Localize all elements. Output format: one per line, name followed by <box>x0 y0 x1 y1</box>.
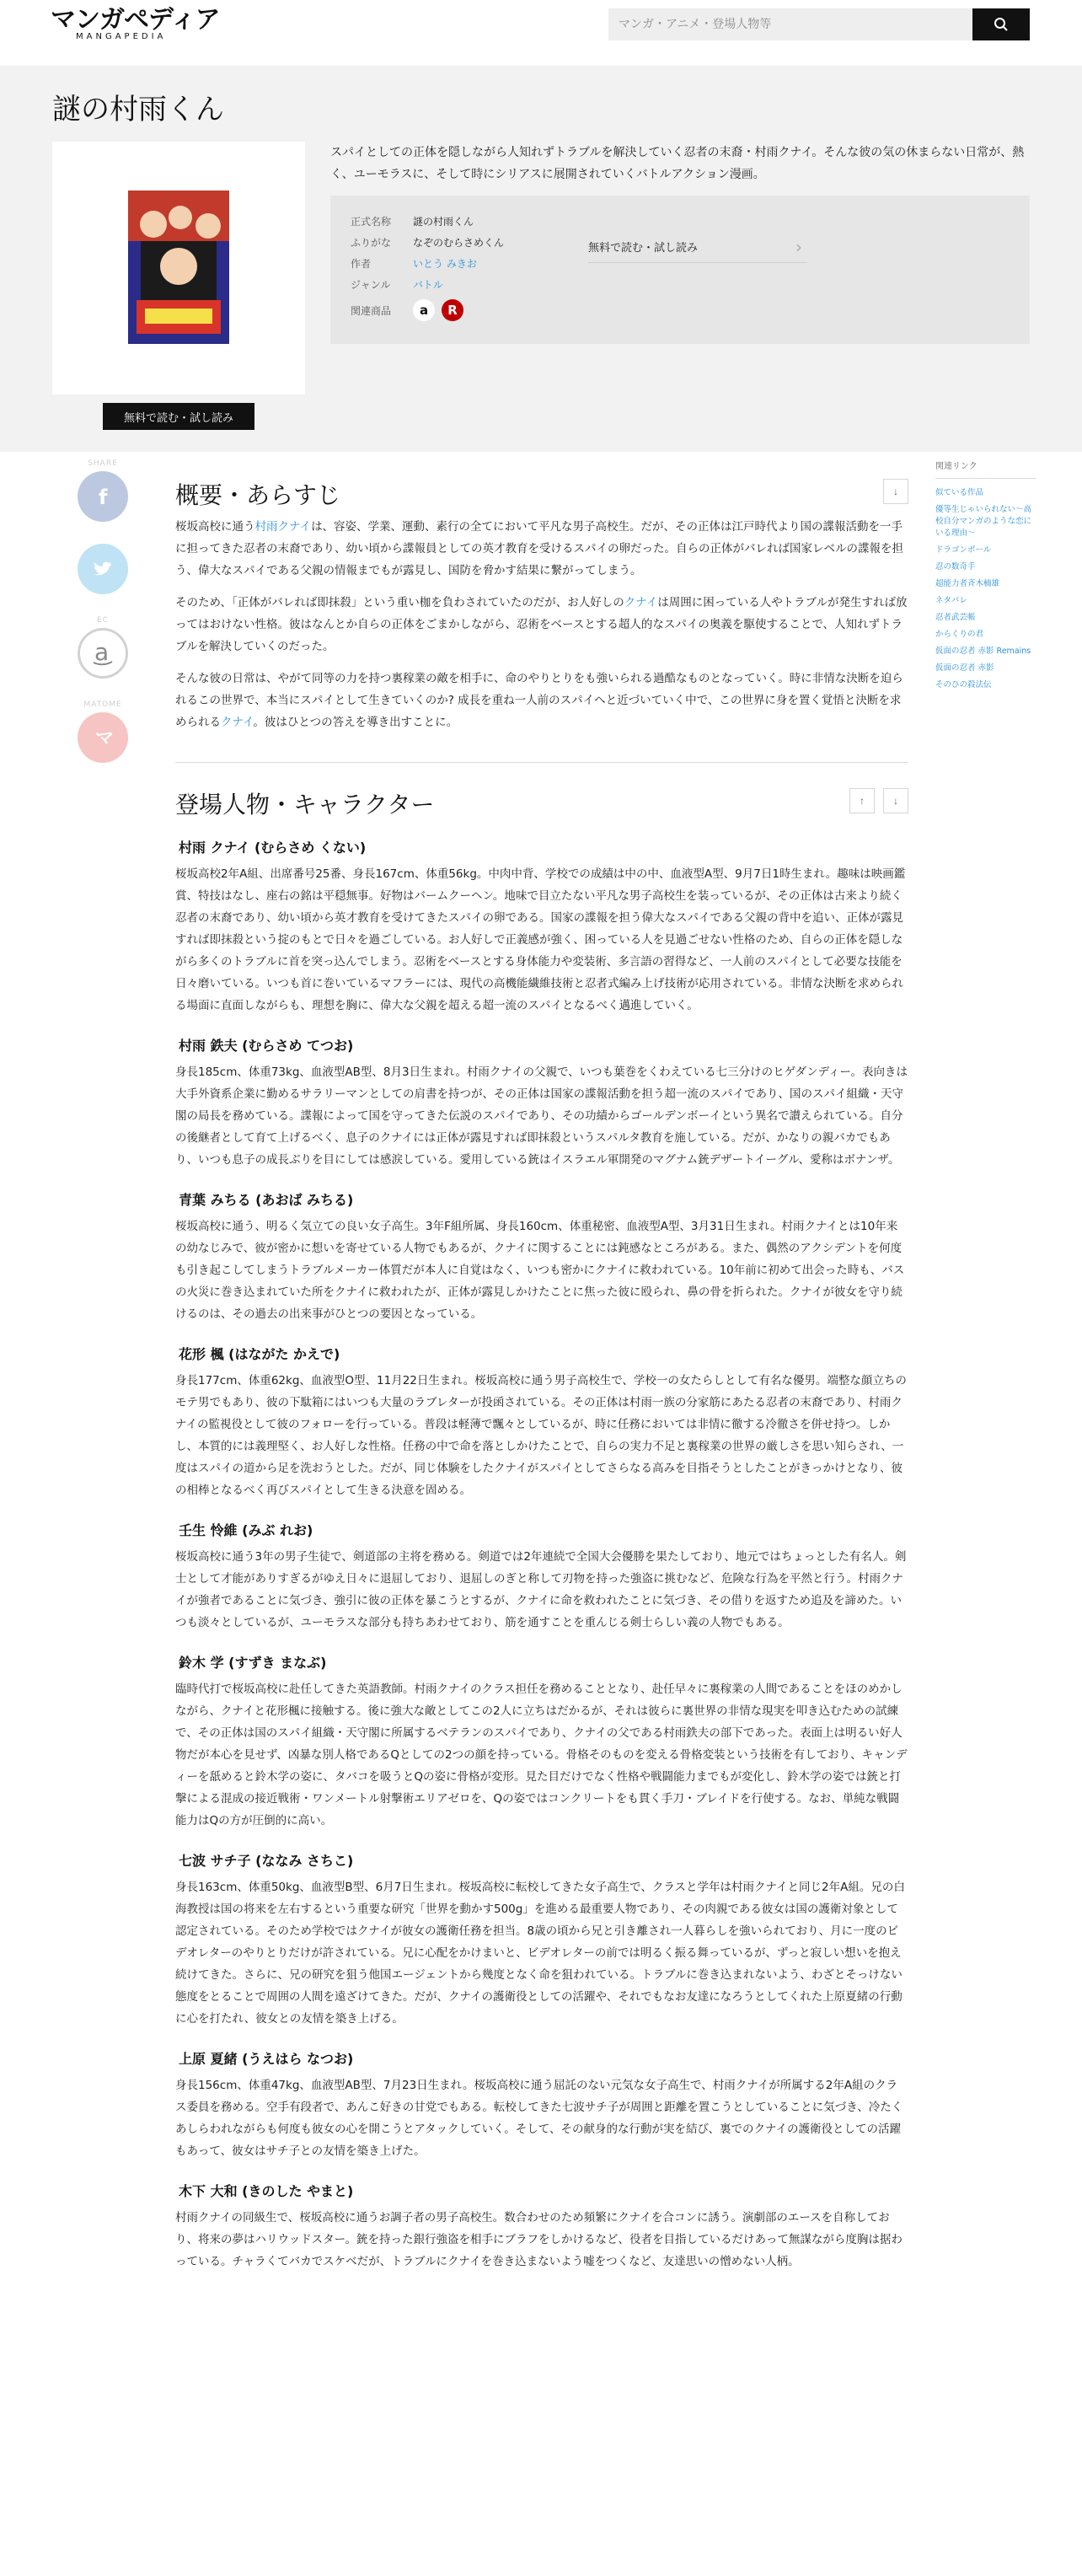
text-segment: そのため、「正体がバレれば即抹殺」という重い枷を負わされていたのだが、お人好しの <box>175 596 624 609</box>
scroll-down-button[interactable] <box>883 788 908 813</box>
twitter-icon <box>92 560 114 578</box>
sidebar-link[interactable]: 仮面の忍者 赤影 <box>935 663 994 673</box>
synopsis-paragraph <box>175 516 908 582</box>
text-segment: は、容姿、学業、運動、素行の全てにおいて平凡な男子高校生。だが、その正体は江戸時代より国の諜報活動を一手に担ってきた忍者の末裔であり、幼い頃から諜報員としての英才教育を受けるスパイの卵だった。自らの正体がバレれば国家レベルの諜報を担う、偉大なスパイである父親の情報までもが露見し、国防を脅かす結果に繋がってしまう。 <box>175 520 903 577</box>
synopsis-section <box>175 469 908 733</box>
text-segment: そんな彼の日常は、やがて同等の力を持つ裏稼業の敵を相手に、命のやりとりをも強いられる過酷なものとなっていく。時に非情な決断を迫られるこの世界で、本当にスパイとして生きていくのか? 成長を重ね一人前のスパイへと近づいていく中で、この世界に身を置く覚悟と決断を求められる <box>175 672 903 729</box>
sidebar-link[interactable]: ドラゴンボール <box>935 545 992 555</box>
character-entry <box>175 1850 908 2030</box>
sidebar-link[interactable]: 忍の数奇手 <box>935 562 976 572</box>
sidebar-link[interactable]: 忍者武芸帳 <box>935 613 976 622</box>
character-description: 桜坂高校に通う、明るく気立ての良い女子高生。3年F組所属、身長160cm、体重秘密、血液型A型、3月31日生まれ。村雨クナイとは10年来の幼なじみで、彼が密かに想いを寄せている人物でもあるが、クナイに関することには鈍感なところがある。また、偶然のアクシデントを何度も引き起こしてしまうトラブルメーカー体質だが本人に自覚はなく、いつも密かにクナイに救われている。10年前に初めて出会った時も、バスの火災に巻き込まれていた所をクナイに救われたが、正体が露見しかけたことに焦った彼に殴られ、鼻の骨を折られた。クナイが彼女を守り続けるのは、その過去の出来事がひとつの要因となっている。 <box>175 1220 905 1321</box>
character-description: 身長156cm、体重47kg、血液型AB型、7月23日生まれ。桜坂高校に通う屈託のない元気な女子高生で、村雨クナイが所属する2年A組のクラス委員を務める。空手有段者で、あんこ好きの甘党でもある。転校してきた七波サチ子が周囲と距離を置こうとしていることに気づき、冷たくあしらわれながらも何度も彼女の心を開こうとアタックしていく。そして、その献身的な行動が実を結び、裏でのクナイの護衛役としての活躍もあって、彼女はサチ子との友情を築き上げた。 <box>175 2079 903 2158</box>
scroll-up-button[interactable] <box>849 788 875 813</box>
work-summary: スパイとしての正体を隠しながら人知れずトラブルを解決していく忍者の末裔・村雨クナイ。そんな彼の気の休まらない日常が、熱く、ユーモラスに、そして時にシリアスに展開されていくバトルアクション漫画。 <box>330 146 1025 181</box>
characters-header <box>175 778 908 825</box>
character-entry <box>175 2181 908 2273</box>
facebook-share-button[interactable] <box>78 471 128 522</box>
sidebar-link[interactable]: そのひの殺法伝 <box>935 680 992 690</box>
text-segment: 。彼はひとつの答えを導き出すことに。 <box>253 716 458 729</box>
character-name: 花形 楓 (はながた かえで) <box>179 1346 340 1362</box>
character-link[interactable]: 村雨クナイ <box>254 520 312 534</box>
logo-main-text: マンガペディア <box>51 5 220 35</box>
character-description: 桜坂高校2年A組、出席番号25番、身長167cm、体重56kg。中肉中背、学校での成績は中の中、血液型A型、9月7日1時生まれ。趣味は映画鑑賞、特技はなし、座右の銘は平穏無事。好物はバームクーヘン。地味で目立たない平凡な男子高校生を装っているが、その正体は古来より続く忍者の末裔であり、幼い頃から英才教育を受けてきたスパイの卵である。国家の諜報を担う偉大なスパイである父親の背中を追い、正体が露見すれば即抹殺という掟のもとで日々を過ごしている。お人好しで正義感が強く、困っている人を見過ごせない性格のため、自らの正体を隠しながら多くのトラブルに首を突っ込んでしまう。忍術をベースとする身体能力や変装術、多言語の習得など、一人前のスパイとして必要な技能を日々磨いている。いつも首に巻いているマフラーには、現代の高機能繊維技術と忍者式編み上げ技術が応用されている。非情な決断を求められる場面に直面しながらも、理想を胸に、偉大な父親を超える超一流のスパイとなるべく邁進していく。 <box>175 867 906 1012</box>
matome-icon <box>92 727 114 749</box>
main-content <box>175 469 908 2291</box>
work-info-table <box>351 211 504 325</box>
share-label: SHARE <box>88 459 118 468</box>
amazon-share-button[interactable] <box>78 628 128 679</box>
character-name: 壬生 怜維 (みぶ れお) <box>179 1522 313 1538</box>
share-label: MATOME <box>83 700 122 709</box>
character-entry <box>175 1344 908 1501</box>
info-row-author <box>351 253 504 274</box>
character-name: 上原 夏緒 (うえはら なつお) <box>179 2051 354 2067</box>
sidebar-title: 関連リンク <box>935 459 1036 479</box>
site-logo[interactable] <box>51 5 220 42</box>
character-description: 桜坂高校に通う3年の男子生徒で、剣道部の主将を務める。剣道では2年連続で全国大会優勝を果たしており、地元ではちょっとした有名人。剣士として才能がありすぎるがゆえ日々に退屈しており、退屈しのぎと称して刃物を持った強盗に挑むなど、危険な行為を平然と行う。村雨クナイが強者であることに気づき、強引に彼の正体を暴こうとするが、クナイに命を救われたことに気づき、その借りを返すため追及を諦めた。いつも淡々としているが、ユーモラスな部分も持ちあわせており、筋を通すことを重んじる剣士らしい義の人物でもある。 <box>175 1550 907 1629</box>
info-label: 作者 <box>351 258 372 270</box>
sidebar-link[interactable]: 似ている作品 <box>935 488 984 497</box>
synopsis-paragraph <box>175 668 908 733</box>
scroll-down-button[interactable] <box>883 479 908 504</box>
character-entry <box>175 837 908 1017</box>
matome-share-button[interactable] <box>78 712 128 763</box>
info-row-title <box>351 211 504 232</box>
amazon-icon <box>90 639 115 668</box>
work-info-box <box>330 196 1030 344</box>
svg-text:a: a <box>94 639 110 666</box>
sidebar-link[interactable]: 仮面の忍者 赤影 Remains <box>935 647 1031 656</box>
search-input[interactable] <box>608 8 972 40</box>
character-name: 村雨 クナイ (むらさめ くない) <box>179 840 367 856</box>
info-value: 謎の村雨くん <box>413 216 474 228</box>
info-value: なぞのむらさめくん <box>413 237 505 249</box>
info-row-genre <box>351 274 504 295</box>
arrow-up-icon: ↑ <box>860 795 865 807</box>
related-goods <box>413 299 463 321</box>
related-links-sidebar <box>935 459 1036 696</box>
cover-read-button[interactable]: 無料で読む・試し読み <box>103 403 254 430</box>
trial-read-link[interactable] <box>588 231 807 263</box>
character-entry <box>175 2048 908 2162</box>
character-name: 青葉 みちる (あおば みちる) <box>179 1192 354 1208</box>
info-label: 正式名称 <box>351 216 392 228</box>
synopsis-paragraph <box>175 592 908 657</box>
synopsis-title: 概要・あらすじ <box>175 481 341 509</box>
arrow-down-icon: ↓ <box>893 486 898 497</box>
site-header <box>0 0 1082 51</box>
sidebar-link[interactable]: 優等生じゃいられない〜高校自分マンガのような恋にいる理由〜 <box>935 505 1032 538</box>
twitter-share-button[interactable] <box>78 544 128 594</box>
cover-image[interactable] <box>128 191 229 344</box>
character-description: 身長163cm、体重50kg、血液型B型、6月7日生まれ。桜坂高校に転校してきた女子高生で、クラスと学年は村雨クナイと同じ2年A組。兄の白海教授は国の将来を左右するという重要な研究「世界を動かす500g」を進める最重要人物であり、その肉親である彼女は国の護衛対象として認定されている。そのため学校ではクナイが彼女の護衛任務を担当。8歳の頃から兄と引き離され一人暮らしを強いられており、月に一度のビデオレターのやりとりだけが許されている。兄に心配をかけまいと、ビデオレターの前では明るく振る舞っているが、ずっと寂しい想いを抱え続けてきた。さらに、兄の研究を狙う他国エージェントから幾度となく命を狙われている。トラブルに巻き込まれないよう、わざとそっけない態度をとることで周囲の人間を遠ざけてきた。だが、クナイの護衛役としての活躍や、それでもなお友達になろうとしてくれた上原夏緒の行動に心を打たれ、彼女との友情を築き上げる。 <box>175 1881 905 2026</box>
section-divider <box>175 762 908 763</box>
author-link[interactable]: いとう みきお <box>413 258 477 270</box>
character-link[interactable]: クナイ <box>221 716 254 729</box>
info-label: ジャンル <box>351 279 391 291</box>
sidebar-link[interactable]: からくりの君 <box>935 630 984 639</box>
text-segment: は周囲に困っている人やトラブルが発生すれば放ってはおけない性格。彼はなんとか自らの正体をごまかしながら、忍術をベースとする超人的なスパイの奥義を駆使することで、人知れずトラブルを解決していくのだった。 <box>175 596 908 653</box>
trial-read-label: 無料で読む・試し読み <box>588 242 699 255</box>
character-name: 七波 サチ子 (ななみ さちこ) <box>179 1853 354 1869</box>
info-label: ふりがな <box>351 237 392 249</box>
rakuten-icon[interactable]: R <box>442 299 463 321</box>
work-hero <box>0 66 1082 452</box>
search-bar <box>608 8 1030 40</box>
logo-sub-text: MANGAPEDIA <box>76 32 167 41</box>
character-description: 身長177cm、体重62kg、血液型O型、11月22日生まれ。桜坂高校に通う男子高校生で、学校一の女たらしとして有名な優男。端整な顔立ちのモテ男でもあり、彼の下駄箱にはいつも大量のラブレターが投函されている。その正体は村雨一族の分家筋にあたる忍者の末裔であり、村雨クナイの監視役として彼のフォローを行っている。普段は軽薄で飄々としているが、時に任務においては非情に徹する冷徹さを併せ持つ。しかし、本質的には義理堅く、お人好しな性格。任務の中で命を落としかけたことで、自らの実力不足と裏稼業の世界の厳しさを思い知らされ、一度はスパイの道から足を洗おうとした。だが、同じ体験をしたクナイがスパイとしてさらなる高みを目指そうとしたことがきっかけとなり、彼の相棒となるべく再びスパイとして生きる決意を固める。 <box>175 1374 907 1497</box>
chevron-right-icon: › <box>795 236 802 257</box>
character-entry <box>175 1652 908 1832</box>
page-title: 謎の村雨くん <box>52 93 224 126</box>
character-name: 村雨 鉄夫 (むらさめ てつお) <box>179 1038 354 1054</box>
cover-box <box>52 142 305 394</box>
character-entry <box>175 1189 908 1325</box>
character-entry <box>175 1520 908 1634</box>
character-description: 臨時代打で桜坂高校に赴任してきた英語教師。村雨クナイのクラス担任を務めることとなり、赴任早々に裏稼業の人間であることをほのめかしながら、クナイと花形楓に接触する。後に強大な敵としてこの2人に立ちはだかるが、それは彼らに裏世界の非情な現実を叩き込むための試練で、その正体は国のスパイ組織・天守閣に所属するベテランのスパイであり、クナイの父である村雨鉄夫の部下であった。表面上は明るい好人物だが本心を見せず、凶暴な別人格であるQとしての2つの顔を持っている。骨格そのものを変える骨格変装という技術を有しており、キャンディーを舐めると鈴木学の姿に、タバコを吸うとQの姿に骨格が変形。見た目だけでなく性格や戦闘能力までもが変化し、鈴木学の姿では銃と打撃による混成の接近戦術・ワンメートル射撃術エリアゼロを、Qの姿ではコンクリートをも貫く手刀・ブレイドを行使する。なお、単純な戦闘能力はQの方が圧倒的に高い。 <box>175 1682 908 1827</box>
share-column <box>78 459 128 785</box>
character-description: 身長185cm、体重73kg、血液型AB型、8月3日生まれ。村雨クナイの父親で、いつも葉巻をくわえている七三分けのヒゲダンディー。表向きは大手外資系企業に勤めるサラリーマンとしての肩書を持つが、その正体は国家の諜報活動を担う超一流のスパイであり、国のスパイ組織・天守閣の局長を務めている。諜報によって国を守ってきた伝説のスパイであり、その功績からゴールデンボーイという異名で讃えられている。自分の後継者として育て上げるべく、息子のクナイには正体が露見すれば即抹殺というスパルタ教育を施している。だが、かなりの親バカでもあり、いつも息子の成長ぶりを目にしては感涙している。愛用している銃はイスラエル軍開発のマグナム銃デザートイーグル、愛称はボナンザ。 <box>175 1065 908 1167</box>
characters-title: 登場人物・キャラクター <box>175 791 435 818</box>
info-label: 関連商品 <box>351 304 392 317</box>
sidebar-link[interactable]: 超能力者斉木楠雄 <box>935 579 1000 588</box>
character-description: 村雨クナイの同級生で、桜坂高校に通うお調子者の男子高校生。数合わせのため頻繁にクナイを合コンに誘う。演劇部のエースを自称しており、将来の夢はハリウッドスター。銃を持った銀行強盗を相手にブラフをしかけるなど、役者を目指しているだけあって無謀ながら度胸は据わっている。チャラくてバカでスケベだが、トラブルにクナイを巻き込まないよう嘘をつくなど、友達思いの憎めない人柄。 <box>175 2211 903 2268</box>
character-name: 鈴木 学 (すずき まなぶ) <box>179 1655 327 1671</box>
character-link[interactable]: クナイ <box>624 596 658 609</box>
text-segment: 桜坂高校に通う <box>175 520 255 534</box>
character-name: 木下 大和 (きのした やまと) <box>179 2183 354 2199</box>
genre-link[interactable]: バトル <box>413 279 443 291</box>
svg-text:f: f <box>99 486 108 507</box>
amazon-icon[interactable]: a <box>413 299 435 321</box>
share-label: EC <box>97 616 109 625</box>
search-button[interactable] <box>972 8 1030 40</box>
search-icon <box>994 17 1009 32</box>
character-entry <box>175 1035 908 1171</box>
synopsis-header <box>175 469 908 516</box>
info-row-reading <box>351 232 504 253</box>
sidebar-link[interactable]: ネタバレ <box>935 596 967 605</box>
svg-text:マ: マ <box>95 728 114 749</box>
facebook-icon <box>94 486 112 507</box>
info-row-goods <box>351 295 504 325</box>
arrow-down-icon: ↓ <box>893 795 898 807</box>
characters-section <box>175 778 908 2273</box>
